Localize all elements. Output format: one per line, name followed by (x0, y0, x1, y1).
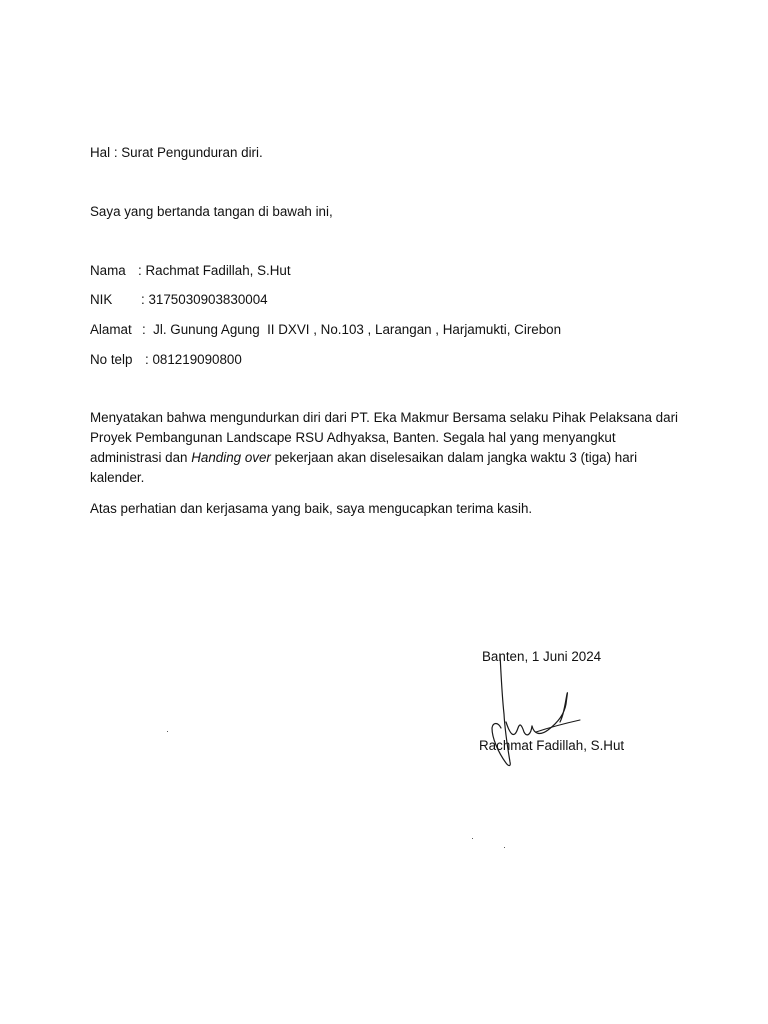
signer-name: Rachmat Fadillah, S.Hut (479, 738, 625, 753)
letter-opening: Saya yang bertanda tangan di bawah ini, (90, 204, 333, 219)
field-phone-sep: : (145, 352, 153, 367)
field-phone-value: 081219090800 (152, 352, 242, 367)
field-phone-label: No telp (90, 352, 133, 367)
letter-body-text-1: Menyatakan bahwa mengundurkan diri dari PT. Eka Makmur Bersama selaku Pihak Pelaksana dari Proyek Pembangunan Landscape RSU Adhyaksa, Banten. Segala hal yang menyangkut administrasi dan (90, 410, 678, 465)
field-name (90, 263, 291, 279)
stray-dot (167, 731, 168, 732)
letter-body-text-2: pekerjaan akan diselesaikan dalam jangka waktu 3 (tiga) hari kalender. (90, 450, 638, 485)
field-nik-value: 3175030903830004 (148, 292, 268, 307)
field-address-sep: : (142, 322, 154, 337)
field-address-label: Alamat (90, 322, 132, 337)
field-nik (90, 292, 268, 308)
letter-body (90, 408, 680, 488)
field-name-sep: : (138, 263, 146, 278)
field-nik-label: NIK (90, 292, 113, 307)
stray-dot (472, 838, 473, 839)
stray-dot (504, 847, 505, 848)
letter-subject: Hal : Surat Pengunduran diri. (90, 145, 263, 160)
field-address-value: Jl. Gunung Agung II DXVI , No.103 , Larangan , Harjamukti, Cirebon (153, 322, 562, 337)
letter-body-italic: Handing over (191, 450, 271, 465)
field-address (90, 322, 561, 338)
field-name-label: Nama (90, 263, 126, 278)
field-name-value: Rachmat Fadillah, S.Hut (145, 263, 291, 278)
field-nik-sep: : (141, 292, 149, 307)
field-phone (90, 352, 242, 368)
place-date: Banten, 1 Juni 2024 (482, 649, 602, 664)
letter-thanks: Atas perhatian dan kerjasama yang baik, saya mengucapkan terima kasih. (90, 501, 533, 516)
